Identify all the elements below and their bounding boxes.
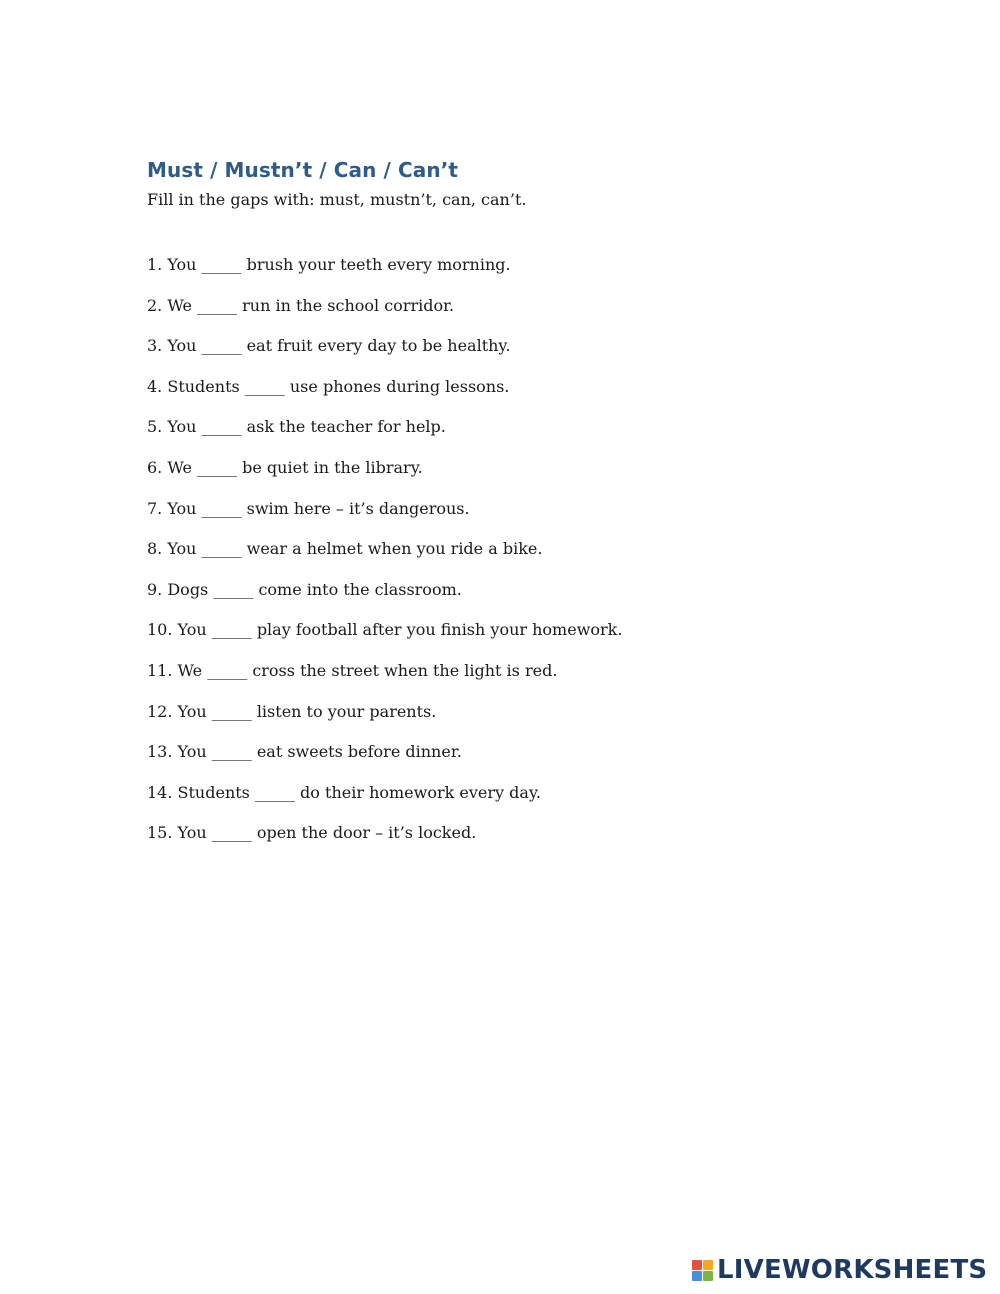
exercise-item: 1. You _____ brush your teeth every morning. [147,255,511,274]
logo-square [703,1260,713,1270]
exercise-item: 9. Dogs _____ come into the classroom. [147,579,462,599]
exercise-item: 10. You _____ play football after you finish your homework. [147,620,623,640]
exercise-item: 5. You _____ ask the teacher for help. [147,417,446,437]
exercise-item: 15. You _____ open the door – it’s locked. [147,823,477,843]
worksheet-title: Must / Mustn’t / Can / Can’t [147,158,459,182]
logo-square [692,1260,702,1270]
logo-square [703,1271,713,1281]
liveworksheets-logo [692,1255,987,1285]
exercise-item: 11. We _____ cross the street when the light is red. [147,660,558,680]
logo-mark-icon [692,1260,713,1281]
exercise-list [147,255,622,864]
logo-square [692,1271,702,1281]
exercise-item: 12. You _____ listen to your parents. [147,701,437,721]
exercise-item: 7. You _____ swim here – it’s dangerous. [147,498,470,518]
exercise-item: 13. You _____ eat sweets before dinner. [147,742,462,762]
exercise-item: 6. We _____ be quiet in the library. [147,457,423,477]
exercise-item: 14. Students _____ do their homework every day. [147,782,541,802]
exercise-item: 2. We _____ run in the school corridor. [147,295,455,315]
exercise-item: 3. You _____ eat fruit every day to be healthy. [147,336,511,356]
exercise-item: 8. You _____ wear a helmet when you ride a bike. [147,539,543,559]
exercise-item: 4. Students _____ use phones during lessons. [147,376,510,396]
logo-text: LIVEWORKSHEETS [717,1255,988,1285]
worksheet-instructions: Fill in the gaps with: must, mustn’t, can, can’t. [147,190,527,209]
